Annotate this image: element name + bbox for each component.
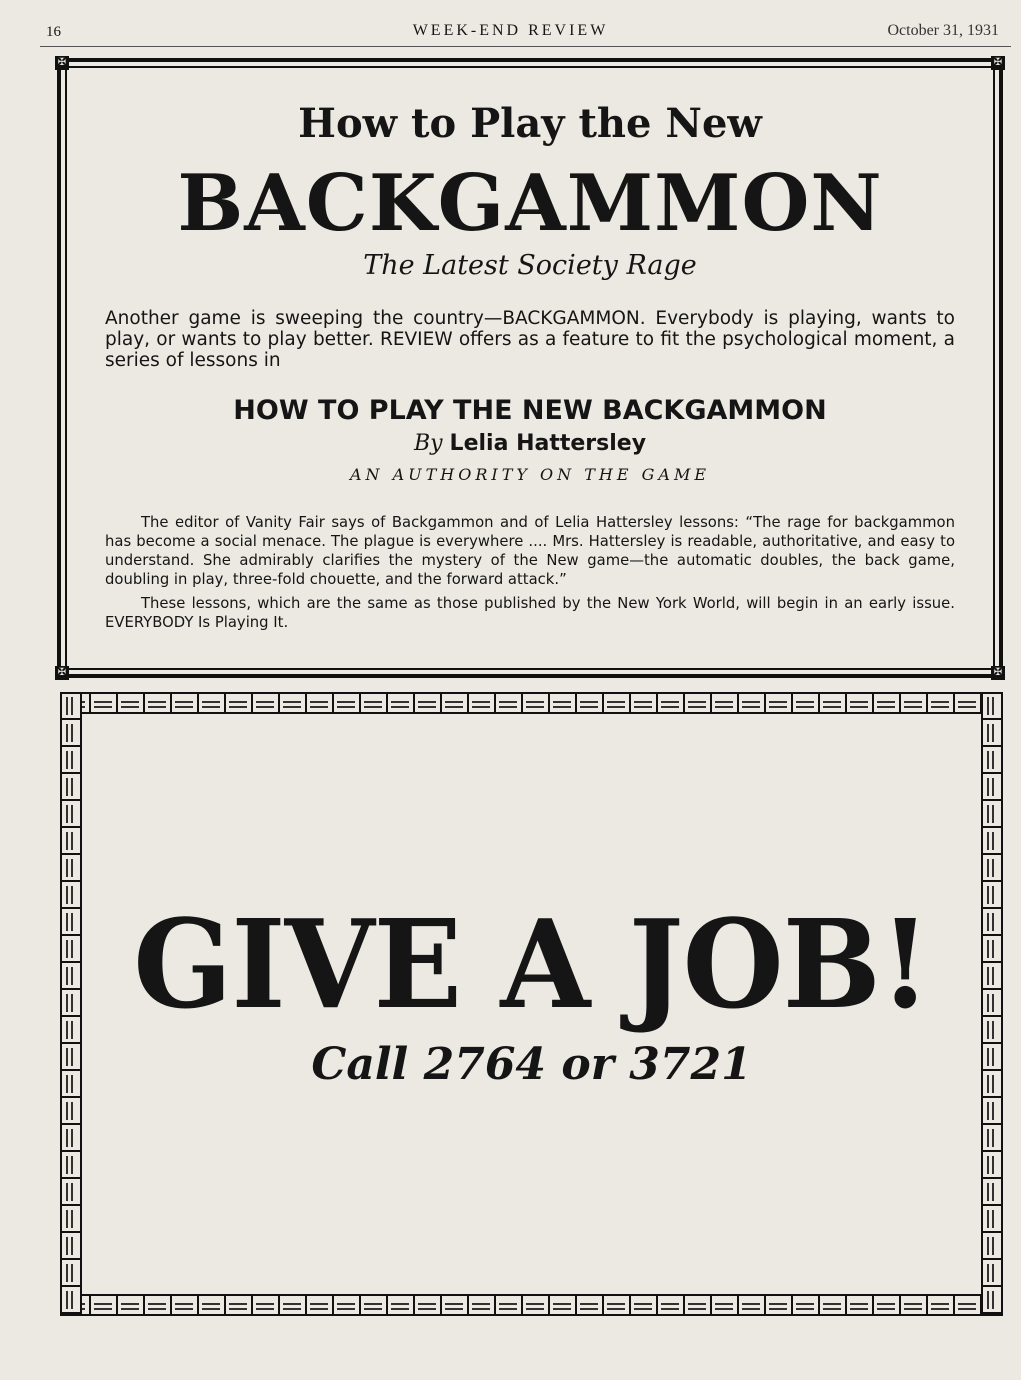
ad-intro-paragraph: Another game is sweeping the country—BACKGAMMON. Everybody is playing, wants to play, or wants to play better. REVIEW offers as a feature to fit the psychological moment, a series of lessons in — [105, 308, 955, 371]
author-credential: AN AUTHORITY ON THE GAME — [349, 465, 711, 484]
page-header — [0, 0, 1021, 48]
corner-ornament-icon: ✠ — [55, 56, 69, 70]
lessons-note: These lessons, which are the same as those published by the New York World, will begin in an early issue. EVERYBODY Is Playing It. — [105, 595, 955, 631]
author-name: Lelia Hattersley — [449, 431, 647, 456]
byline — [57, 431, 1003, 456]
issue-date: October 31, 1931 — [887, 22, 999, 39]
corner-ornament-icon: ✠ — [991, 666, 1005, 680]
series-title: HOW TO PLAY THE NEW BACKGAMMON — [233, 395, 827, 426]
publication-name: WEEK-END REVIEW — [412, 22, 609, 39]
byline-by: By — [413, 431, 443, 456]
corner-ornament-icon: ✠ — [991, 56, 1005, 70]
call-phone-numbers: Call 2764 or 3721 — [311, 1039, 752, 1090]
job-headline: GIVE A JOB! — [133, 893, 930, 1037]
corner-ornament-icon: ✠ — [55, 666, 69, 680]
ad-subtitle: The Latest Society Rage — [363, 250, 697, 281]
ad-title: BACKGAMMON — [177, 158, 883, 249]
page-number: 16 — [46, 24, 61, 40]
greek-key-border-top — [60, 692, 1003, 714]
ad-headline: How to Play the New — [298, 100, 762, 147]
greek-key-border-bottom — [60, 1294, 1003, 1316]
backgammon-advertisement — [57, 58, 1003, 678]
vanity-fair-quote: The editor of Vanity Fair says of Backgammon and of Lelia Hattersley lessons: “The rage for backgammon has become a social menace. The plague is everywhere .... Mrs. Hattersley is readable, authoritative, and easy to understand. She admirably clarifies the mystery of the New game—the automatic doubles, the back game, doubling in play, three-fold chouette, and the forward attack.” — [105, 514, 955, 588]
job-advertisement — [60, 692, 1003, 1316]
header-rule — [40, 46, 1011, 47]
